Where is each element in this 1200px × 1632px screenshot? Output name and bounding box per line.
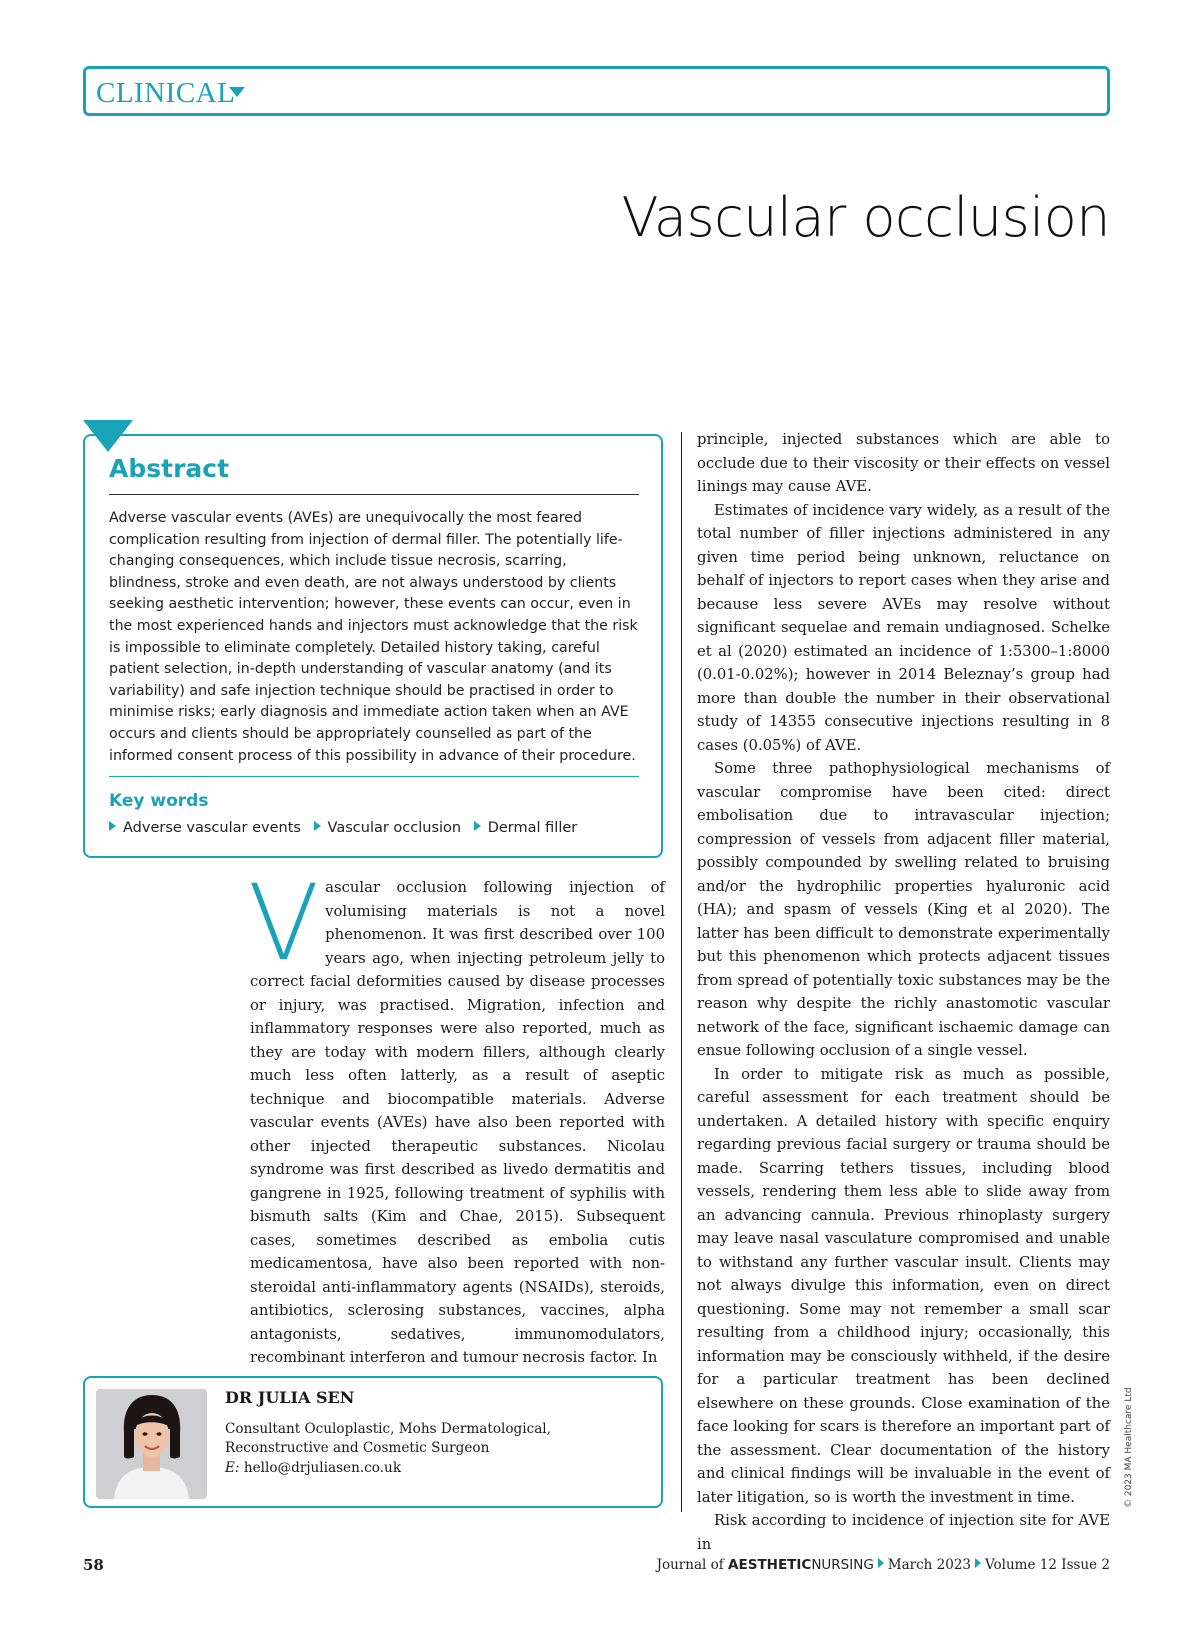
body-paragraph: Risk according to incidence of injection site for AVE in	[697, 1512, 1110, 1553]
section-label: CLINICAL	[96, 77, 236, 109]
article-title: Vascular occlusion	[621, 186, 1110, 249]
journal-prefix: Journal of	[656, 1557, 724, 1573]
body-paragraph: Some three pathophysiological mechanisms of vascular compromise have been cited: direct embolisation due to intravascular injection; compression of vessels from adjacent filler material, possibly compounded by swelling related to bruising and/or the hydrophilic properties hyaluronic acid (HA); and spasm of vessels (King et al 2020). The latter has been difficult to demonstrate experimentally but this phenomenon which protects adjacent tissues from spread of potentially toxic substances may be the reason why despite the richly anastomotic vascular network of the face, significant ischaemic damage can ensue following occlusion of a single vessel.	[697, 760, 1110, 1059]
journal-suffix: NURSING	[811, 1557, 874, 1573]
section-header-bar	[83, 66, 1110, 116]
triangle-right-icon	[975, 1558, 981, 1568]
caret-down-icon	[229, 87, 245, 97]
keyword-item: Vascular occlusion	[327, 820, 462, 836]
abstract-divider	[109, 494, 639, 495]
body-text-left: ascular occlusion following injection of volumising materials is not a novel phenomenon. It was first described over 100 years ago, when injecting petroleum jelly to correct facial deformities caused by disease processes or injury, was practised. Migration, infection and inflammatory responses were also reported, much as they are today with modern fillers, although clearly much less often latterly, as a result of aseptic technique and biocompatible materials. Adverse vascular events (AVEs) have also been reported with other injected therapeutic substances. Nicolau syndrome was first described as livedo dermatitis and gangrene in 1925, following treatment of syphilis with bismuth salts (Kim and Chae, 2015). Subsequent cases, sometimes described as embolia cutis medicamentosa, have also been reported with non-steroidal anti-inflammatory agents (NSAIDs), steroids, antibiotics, sclerosing substances, vaccines, alpha antagonists, sedatives, immunomodulators, recombinant interferon and tumour necrosis factor. In	[250, 879, 665, 1366]
author-name: DR JULIA SEN	[225, 1388, 355, 1407]
author-box	[83, 1376, 663, 1508]
abstract-divider-bottom	[109, 776, 639, 777]
body-column-right	[697, 428, 1110, 1556]
keyword-item: Dermal filler	[487, 820, 578, 836]
page-number: 58	[83, 1556, 104, 1574]
triangle-right-icon	[878, 1558, 884, 1568]
keywords-list	[109, 820, 585, 836]
triangle-right-icon	[314, 821, 321, 831]
journal-brand: AESTHETIC	[728, 1557, 812, 1573]
journal-footer	[657, 1557, 1110, 1573]
body-paragraph: Estimates of incidence vary widely, as a result of the total number of filler injections administered in any given time period being unknown, reluctance on behalf of injectors to report cases when they arise and because less severe AVEs may resolve without significant sequelae and remain undiagnosed. Schelke et al (2020) estimated an incidence of 1:5300–1:8000 (0.01-0.02%); however in 2014 Beleznay’s group had more than double the number in their observational study of 14355 consecutive injections resulting in 8 cases (0.05%) of AVE.	[697, 501, 1110, 754]
body-paragraph: principle, injected substances which are able to occlude due to their viscosity or their effects on vessel linings may cause AVE.	[697, 431, 1110, 495]
keyword-item: Adverse vascular events	[123, 820, 301, 836]
email-label: E:	[225, 1460, 240, 1476]
volume-issue: Volume 12 Issue 2	[985, 1557, 1110, 1573]
abstract-heading: Abstract	[109, 454, 230, 483]
triangle-right-icon	[109, 821, 116, 831]
keywords-heading: Key words	[109, 791, 209, 811]
drop-cap: V	[248, 862, 320, 984]
body-column-left	[248, 862, 665, 1370]
portrait-image	[96, 1389, 207, 1499]
author-email-link[interactable]: hello@drjuliasen.co.uk	[243, 1460, 402, 1476]
author-email-line	[225, 1460, 401, 1476]
author-role: Consultant Oculoplastic, Mohs Dermatological, Reconstructive and Cosmetic Surgeon	[225, 1421, 551, 1456]
issue-date: March 2023	[887, 1557, 972, 1573]
abstract-text: Adverse vascular events (AVEs) are unequivocally the most feared complication resulting from injection of dermal filler. The potentially life-changing consequences, which include tissue necrosis, scarring, blindness, stroke and even death, are not always understood by clients seeking aesthetic intervention; however, these events can occur, even in the most experienced hands and injectors must acknowledge that the risk is impossible to eliminate completely. Detailed history taking, careful patient selection, in-depth understanding of vascular anatomy (and its variability) and safe injection technique should be practised in order to minimise risks; early diagnosis and immediate action taken when an AVE occurs and clients should be appropriately counselled as part of the informed consent process of this possibility in advance of their procedure.	[109, 510, 638, 764]
column-divider	[681, 432, 682, 1512]
copyright-notice: © 2023 MA Healthcare Ltd	[1124, 1387, 1134, 1508]
author-photo	[96, 1389, 207, 1499]
triangle-right-icon	[474, 821, 481, 831]
body-paragraph: In order to mitigate risk as much as possible, careful assessment for each treatment should be undertaken. A detailed history with specific enquiry regarding previous facial surgery or trauma should be made. Scarring tethers tissues, including blood vessels, rendering them less able to slide away from an advancing cannula. Previous rhinoplasty surgery may leave nasal vasculature compromised and unable to withstand any further vascular insult. Clients may not always divulge this information, even on direct questioning. Some may not remember a small scar resulting from a childhood injury; occasionally, this information may be consciously withheld, if the desire for a particular treatment has been declined elsewhere on these grounds. Close examination of the face looking for scars is therefore an important part of the assessment. Clear documentation of the history and clinical findings will be invaluable in the event of later litigation, so is worth the investment in time.	[697, 1065, 1110, 1506]
abstract-box	[83, 434, 663, 858]
